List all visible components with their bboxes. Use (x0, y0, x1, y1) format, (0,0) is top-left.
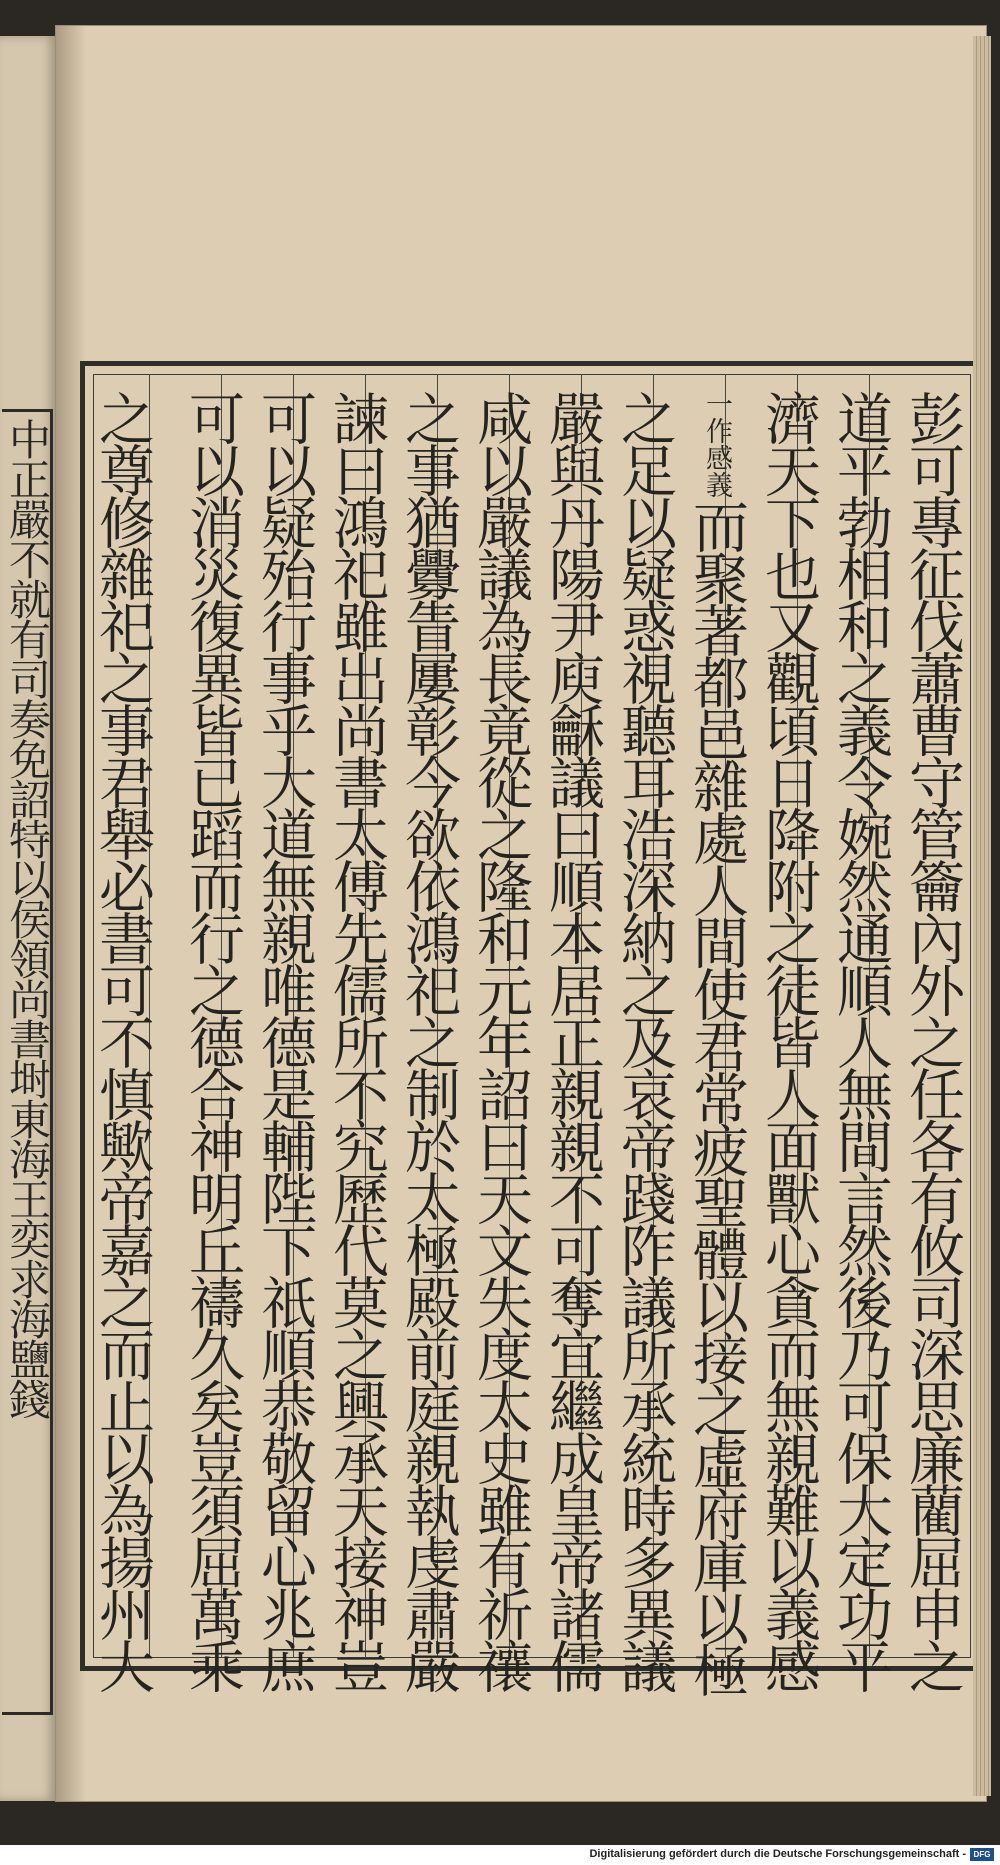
text-column-6: 嚴與丹陽尹庾龢議曰順本居正親親不可奪宜繼成皇帝諸儒 (540, 390, 605, 1690)
book-page (56, 26, 986, 1801)
text-column-1: 彭可專征伐蕭曹守管籥內外之任各有攸司深思廉藺屈申之 (900, 390, 965, 1690)
attribution-bar (0, 1845, 1000, 1865)
text-column-7: 咸以嚴議為長竟從之隆和元年詔曰天文失度太史雖有祈禳 (468, 390, 533, 1690)
attribution-text: Digitalisierung gefördert durch die Deutsche Forschungsgemeinschaft - (589, 1848, 966, 1860)
text-column-3: 濟天下也又觀頃日降附之徒皆人面獸心貪而無親難以義感 (756, 390, 821, 1690)
text-column-5: 之足以疑惑視聽耳浩深納之及哀帝踐阼議所承統時多異議 (612, 390, 677, 1690)
interlinear-note: 一作感義 (701, 390, 732, 498)
text-column-8: 之事猶釁眚屢彰今欲依鴻祀之制於太極殿前庭親執虔肅嚴 (396, 390, 461, 1690)
text-column-10: 可以疑殆行事乎大道無親唯德是輔陛下祇順恭敬留心兆庶 (252, 390, 317, 1690)
page-stack-edges (973, 36, 991, 1796)
text-column-4 (683, 390, 749, 1694)
text-column-2: 道平勃相和之義令婉然通順人無間言然後乃可保大定功平 (828, 390, 893, 1690)
text-block-frame (80, 361, 984, 1694)
left-page-column: 中正嚴不就有司奏免詔特以侯領尚書埘東海王奕求海鹽錢 (3, 418, 52, 1418)
left-page-fragment (0, 36, 58, 1801)
text-column-12: 之尊修雜祀之事君舉必書可不慎歟帝嘉之而止以為揚州大 (90, 390, 155, 1690)
text-column-4-main: 而聚著都邑雜處人間使君常疲聖體以接之虛府庫以極 (684, 498, 749, 1694)
text-column-9: 諫曰鴻祀雖出尚書太傅先儒所不究歷代莫之興承天接神豈 (324, 390, 389, 1690)
text-column-11: 可以消災復異皆已蹈而行之德合神明丘禱久矣豈須屈萬乘 (180, 390, 245, 1690)
dfg-logo-icon: DFG (970, 1848, 994, 1861)
